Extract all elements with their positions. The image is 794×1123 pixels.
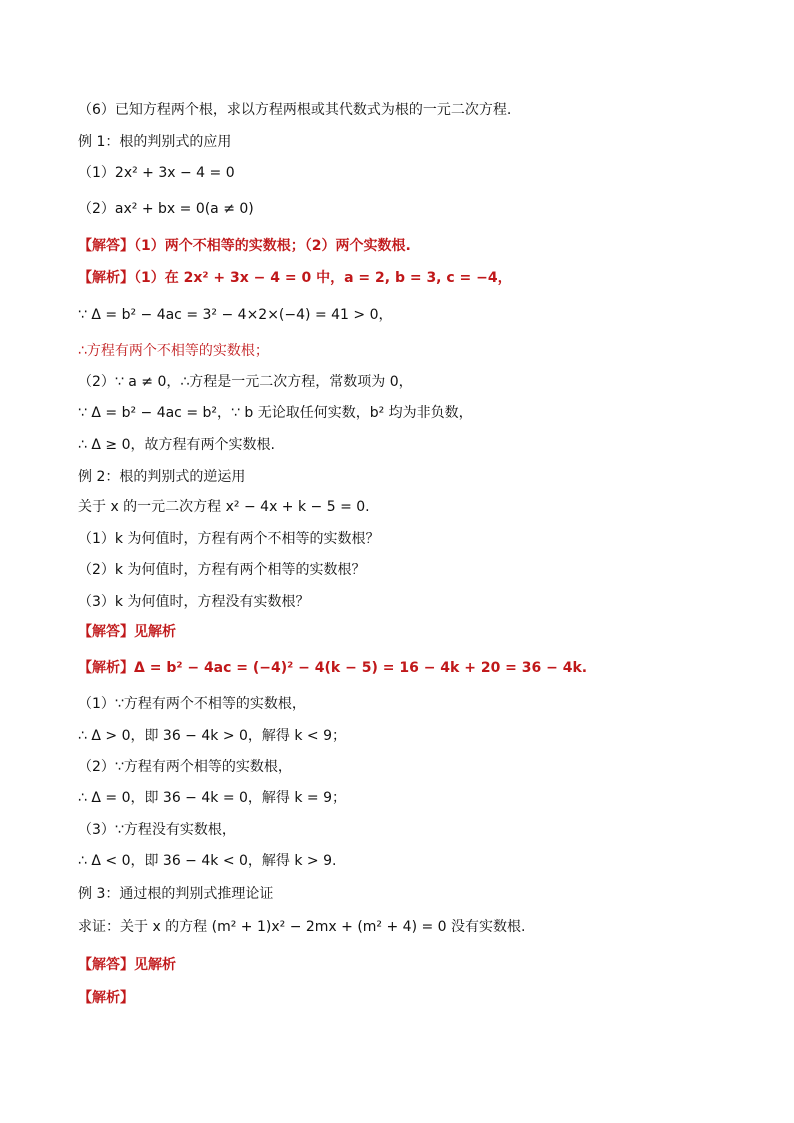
example-2-question-2: （2）k 为何值时，方程有两个相等的实数根？ [78, 562, 366, 578]
intro-line-6: （6）已知方程两个根，求以方程两根或其代数式为根的一元二次方程. [78, 102, 512, 118]
example-1-question-2: （2）ax² + bx = 0(a ≠ 0) [78, 201, 254, 217]
example-3-answer: 【解答】见解析 [78, 957, 176, 973]
example-1-analysis-line-6: ∴ Δ ≥ 0，故方程有两个实数根. [78, 437, 275, 453]
example-2-analysis-line-2: （1）∵方程有两个不相等的实数根， [78, 696, 306, 712]
example-1-answer: 【解答】（1）两个不相等的实数根；（2）两个实数根. [78, 238, 411, 254]
example-3-stem: 求证：关于 x 的方程 (m² + 1)x² − 2mx + (m² + 4) = 0 没有实数根. [78, 919, 526, 935]
example-2-analysis-line-7: ∴ Δ < 0，即 36 − 4k < 0，解得 k > 9. [78, 853, 337, 869]
example-1-analysis-line-2: ∵ Δ = b² − 4ac = 3² − 4×2×(−4) = 41 > 0， [78, 307, 393, 323]
example-2-analysis-line-5: ∴ Δ = 0，即 36 − 4k = 0，解得 k = 9； [78, 790, 347, 806]
example-2-stem: 关于 x 的一元二次方程 x² − 4x + k − 5 = 0. [78, 499, 370, 515]
example-3-title: 例 3：通过根的判别式推理论证 [78, 886, 274, 902]
example-3-analysis: 【解析】 [78, 990, 134, 1006]
example-2-title: 例 2：根的判别式的逆运用 [78, 469, 246, 485]
example-2-analysis-line-4: （2）∵方程有两个相等的实数根， [78, 759, 292, 775]
example-2-question-1: （1）k 为何值时，方程有两个不相等的实数根？ [78, 531, 380, 547]
example-1-analysis-line-3: ∴方程有两个不相等的实数根； [78, 343, 269, 359]
example-1-title: 例 1：根的判别式的应用 [78, 134, 232, 150]
example-1-question-1: （1）2x² + 3x − 4 = 0 [78, 165, 235, 181]
example-2-analysis-line-6: （3）∵方程没有实数根， [78, 822, 236, 838]
example-1-analysis-line-4: （2）∵ a ≠ 0，∴方程是一元二次方程，常数项为 0， [78, 374, 413, 390]
example-1-analysis-line-5: ∵ Δ = b² − 4ac = b²，∵ b 无论取任何实数，b² 均为非负数， [78, 405, 473, 421]
example-1-analysis-line-1: 【解析】（1）在 2x² + 3x − 4 = 0 中，a = 2, b = 3, c = −4， [78, 270, 512, 286]
example-2-analysis-line-3: ∴ Δ > 0，即 36 − 4k > 0，解得 k < 9； [78, 728, 347, 744]
example-2-answer: 【解答】见解析 [78, 624, 176, 640]
example-2-question-3: （3）k 为何值时，方程没有实数根？ [78, 594, 310, 610]
example-2-analysis-line-1: 【解析】Δ = b² − 4ac = (−4)² − 4(k − 5) = 16 − 4k + 20 = 36 − 4k. [78, 660, 588, 676]
